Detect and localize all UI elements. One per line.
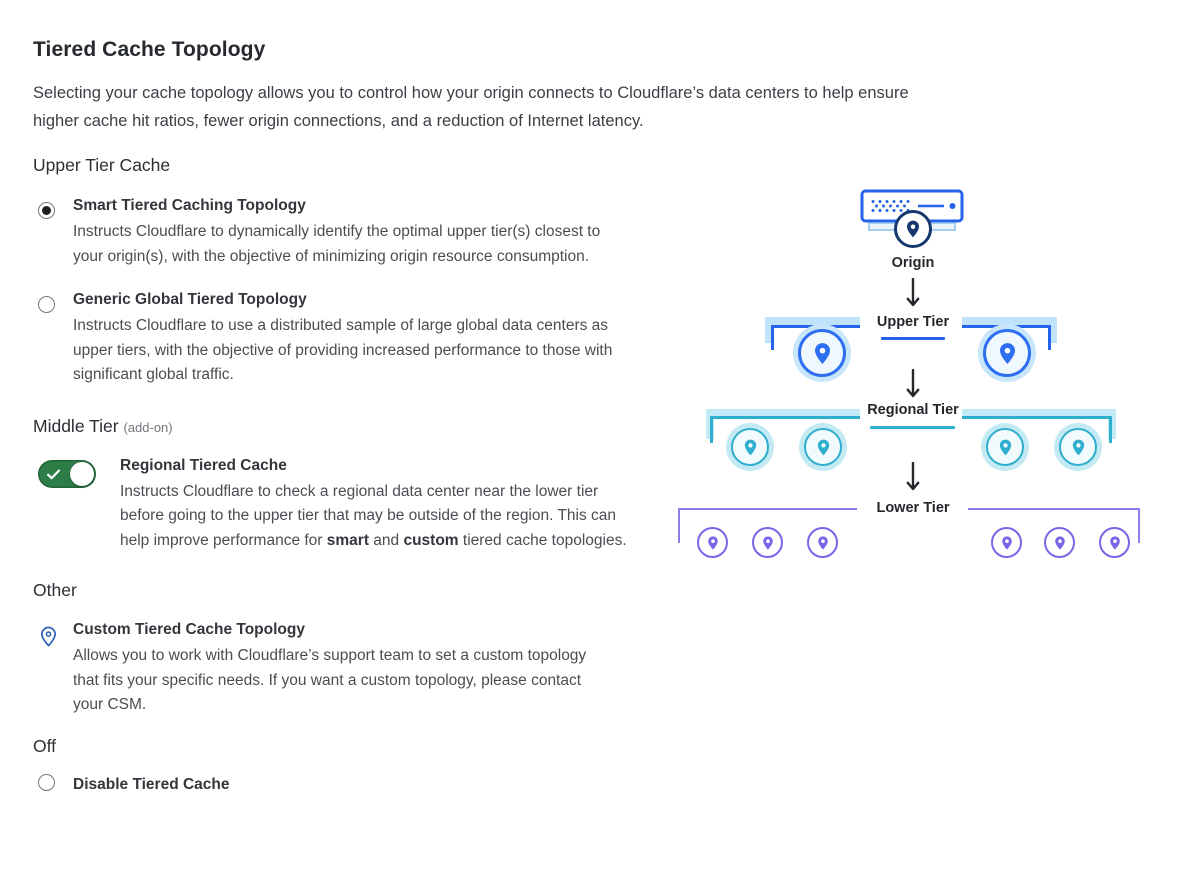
down-arrow-icon [906, 462, 920, 496]
regional-tiered-cache-description [120, 480, 645, 554]
down-arrow-icon [906, 369, 920, 403]
datacenter-pin-icon [807, 527, 838, 558]
datacenter-pin-icon [752, 527, 783, 558]
diagram-origin-label: Origin [891, 255, 935, 271]
datacenter-pin-icon [731, 428, 769, 466]
page-title: Tiered Cache Topology [33, 38, 266, 61]
desc-bold-custom: custom [403, 531, 459, 549]
datacenter-pin-icon [804, 428, 842, 466]
datacenter-pin-icon [986, 428, 1024, 466]
section-upper-tier-heading: Upper Tier Cache [33, 155, 171, 175]
option-generic-global-label: Generic Global Tiered Topology [73, 291, 307, 308]
datacenter-pin-icon [1059, 428, 1097, 466]
origin-pin-icon [894, 210, 932, 248]
option-smart-tiered-description: Instructs Cloudflare to dynamically identify the optimal upper tier(s) closest to your origin(s), with the objective of minimizing origin resource consumption. [73, 223, 601, 265]
radio-smart-tiered[interactable] [38, 202, 55, 219]
option-disable-tiered-cache [33, 774, 693, 796]
regional-tier-underline [870, 426, 955, 429]
location-pin-icon [40, 626, 57, 647]
radio-generic-global[interactable] [38, 296, 55, 313]
option-generic-global-description: Instructs Cloudflare to use a distributed sample of large global data centers as upper tiers, with the objective of providing increased performance to those with significant global traffic. [73, 317, 613, 383]
radio-column [33, 774, 73, 796]
option-smart-tiered [33, 196, 693, 269]
middle-tier-heading-text: Middle Tier [33, 415, 119, 436]
desc-bold-smart: smart [326, 531, 369, 549]
icon-column [33, 620, 73, 647]
option-regional-tiered-cache [33, 456, 693, 554]
diagram-upper-tier-label: Upper Tier [876, 314, 950, 330]
desc-text: and [368, 531, 404, 549]
datacenter-pin-icon [983, 329, 1031, 377]
option-custom-tiered-label: Custom Tiered Cache Topology [73, 621, 305, 638]
option-custom-tiered [33, 620, 693, 718]
option-disable-label: Disable Tiered Cache [73, 776, 230, 793]
tiered-cache-topology-diagram [660, 183, 1162, 578]
diagram-regional-tier-label: Regional Tier [867, 402, 959, 418]
page-description: Selecting your cache topology allows you to control how your origin connects to Cloudflare’s data centers to help ensure higher cache hit ratios, fewer origin connections, and a reduction of Internet latency. [33, 84, 909, 130]
datacenter-pin-icon [1099, 527, 1130, 558]
settings-panel [33, 37, 909, 796]
option-smart-tiered-label: Smart Tiered Caching Topology [73, 197, 306, 214]
option-custom-tiered-description: Allows you to work with Cloudflare’s support team to set a custom topology that fits your specific needs. If you want a custom topology, please contact your CSM. [73, 647, 587, 713]
radio-column [33, 196, 73, 224]
datacenter-pin-icon [697, 527, 728, 558]
datacenter-pin-icon [991, 527, 1022, 558]
radio-column [33, 290, 73, 318]
regional-tiered-cache-toggle[interactable] [38, 460, 96, 488]
datacenter-pin-icon [798, 329, 846, 377]
desc-text: tiered cache topologies. [458, 531, 627, 549]
section-off-heading: Off [33, 735, 57, 756]
toggle-column [33, 456, 120, 488]
section-other-heading: Other [33, 580, 77, 600]
check-icon [47, 469, 60, 480]
addon-suffix: (add-on) [123, 419, 173, 435]
datacenter-pin-icon [1044, 527, 1075, 558]
upper-tier-underline [881, 337, 945, 340]
desc-text: Instructs Cloudflare to check a regional data center near the lower tier before going to the upper tier that may be outside of the region. This can help improve performance for [120, 482, 617, 549]
radio-disable-tiered-cache[interactable] [38, 774, 55, 791]
toggle-knob [70, 462, 94, 486]
option-generic-global [33, 290, 693, 388]
down-arrow-icon [906, 278, 920, 312]
section-middle-tier-heading [33, 415, 693, 439]
regional-tiered-cache-label: Regional Tiered Cache [120, 456, 287, 474]
diagram-lower-tier-label: Lower Tier [876, 500, 950, 516]
